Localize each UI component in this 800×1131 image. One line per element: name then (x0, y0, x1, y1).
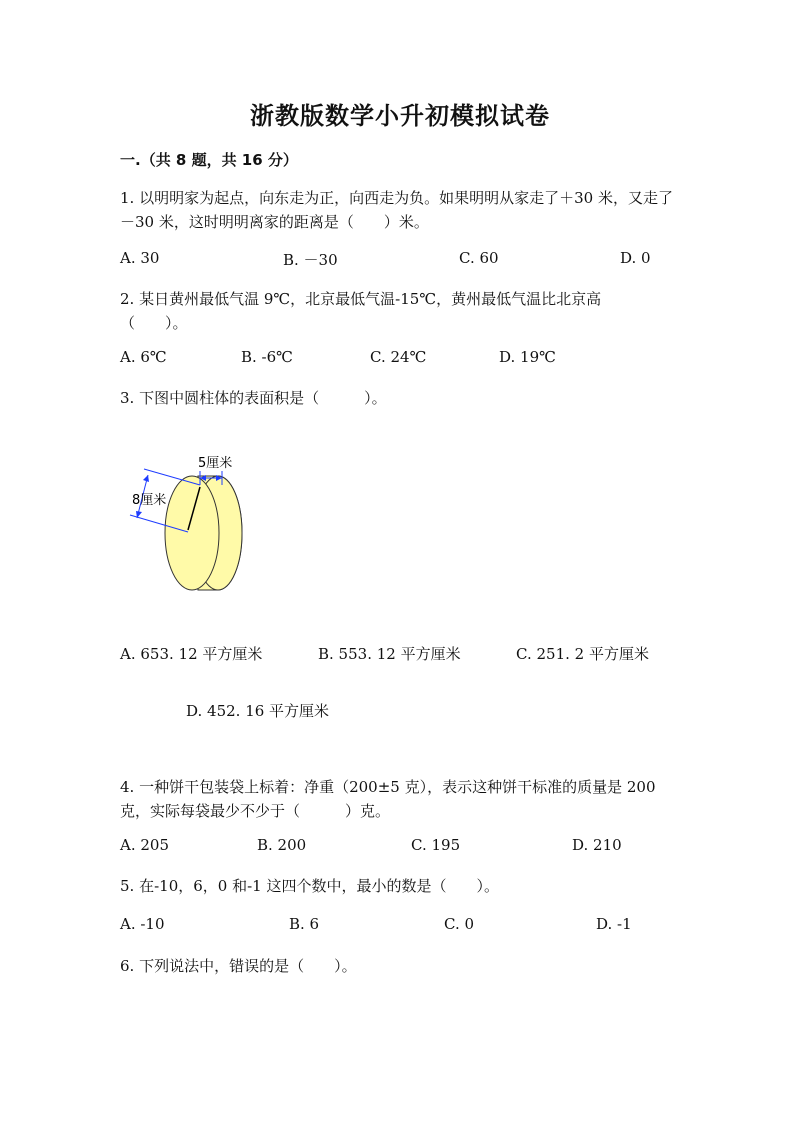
section-heading: 一.（共 8 题，共 16 分） (120, 151, 298, 169)
question-1-text: 1. 以明明家为起点，向东走为正，向西走为负。如果明明从家走了＋30 米，又走了－30 米，这时明明离家的距离是（ ）米。 (120, 189, 673, 231)
radius-arrow-head-top (143, 475, 149, 482)
question-5-option-a[interactable]: A. -10 (120, 915, 165, 933)
question-3-option-a[interactable]: A. 653. 12 平方厘米 (120, 645, 263, 663)
question-5-option-d[interactable]: D. -1 (596, 915, 632, 933)
cylinder-figure (120, 445, 260, 605)
question-4-option-a[interactable]: A. 205 (120, 836, 169, 854)
question-1-option-b[interactable]: B. －30 (283, 251, 338, 269)
question-5-option-b[interactable]: B. 6 (289, 915, 320, 933)
page-title: 浙教版数学小升初模拟试卷 (250, 102, 550, 130)
question-3-option-c[interactable]: C. 251. 2 平方厘米 (516, 645, 649, 663)
question-3-option-d[interactable]: D. 452. 16 平方厘米 (186, 702, 330, 720)
question-3-text: 3. 下图中圆柱体的表面积是（ ）。 (120, 389, 387, 407)
question-2-option-a[interactable]: A. 6℃ (120, 348, 167, 366)
radius-label: 8厘米 (132, 493, 167, 508)
question-2-text: 2. 某日黄州最低气温 9℃，北京最低气温-15℃，黄州最低气温比北京高（ ）。 (120, 290, 602, 332)
question-1-option-d[interactable]: D. 0 (620, 249, 651, 267)
question-5-option-c[interactable]: C. 0 (444, 915, 475, 933)
question-4-option-c[interactable]: C. 195 (411, 836, 461, 854)
radius-arrow-head-bottom (136, 511, 142, 518)
question-3-option-b[interactable]: B. 553. 12 平方厘米 (318, 645, 461, 663)
question-2-option-c[interactable]: C. 24℃ (370, 348, 427, 366)
width-label: 5厘米 (198, 456, 233, 471)
question-2-option-b[interactable]: B. -6℃ (241, 348, 293, 366)
cylinder-front-face (165, 476, 219, 590)
question-6-text: 6. 下列说法中，错误的是（ ）。 (120, 957, 357, 975)
question-5-text: 5. 在-10，6，0 和-1 这四个数中，最小的数是（ ）。 (120, 877, 499, 895)
question-4-text: 4. 一种饼干包装袋上标着：净重（200±5 克），表示这种饼干标准的质量是 200 克，实际每袋最少不少于（ ）克。 (120, 778, 656, 820)
question-4-option-d[interactable]: D. 210 (572, 836, 622, 854)
question-1-option-a[interactable]: A. 30 (120, 249, 160, 267)
question-2-option-d[interactable]: D. 19℃ (499, 348, 556, 366)
question-4-option-b[interactable]: B. 200 (257, 836, 307, 854)
question-1-option-c[interactable]: C. 60 (459, 249, 499, 267)
